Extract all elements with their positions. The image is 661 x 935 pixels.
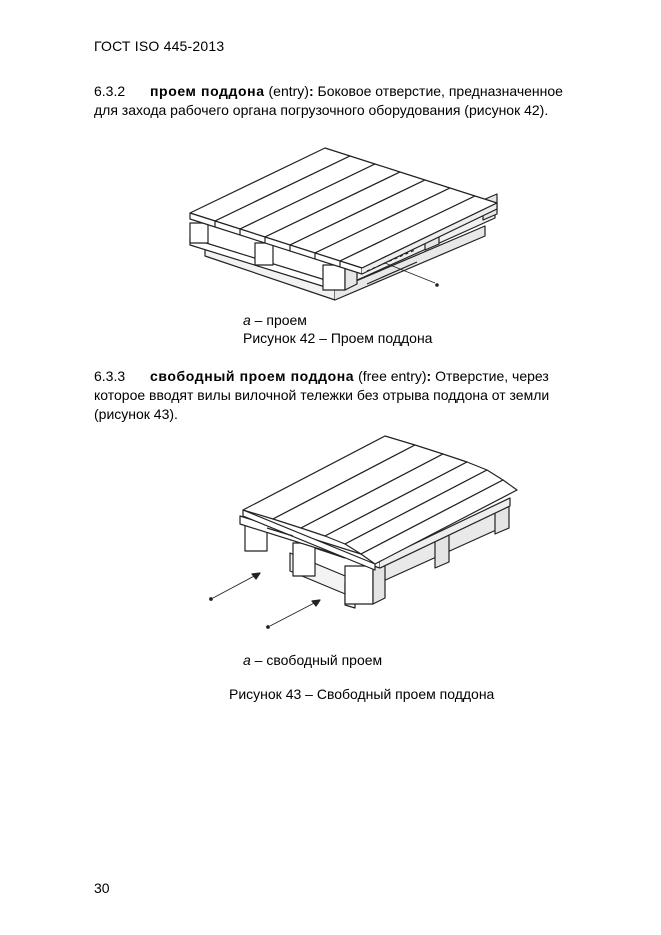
section-number: 6.3.2	[94, 83, 126, 99]
figure-43-caption: Рисунок 43 – Свободный проем поддона	[229, 686, 495, 702]
term-entry: проем поддона	[150, 83, 265, 99]
legend-text: – проем	[250, 312, 307, 328]
section-6-3-2	[94, 82, 614, 120]
legend-letter: а	[243, 312, 251, 328]
term-english: (entry)	[268, 83, 309, 99]
section-6-3-3-line3: (рисунок 43).	[94, 406, 178, 422]
section-6-3-2-line2: для захода рабочего органа погрузочного оборудования (рисунок 42).	[94, 102, 549, 118]
page-number: 30	[94, 880, 110, 896]
figure-42-legend	[243, 312, 307, 328]
section-6-3-2-line1	[94, 82, 614, 101]
legend-letter: а	[243, 652, 251, 668]
term-english: (free entry)	[358, 368, 427, 384]
document-header: ГОСТ ISO 445-2013	[94, 38, 225, 54]
definition-part1: Боковое отверстие, предназначенное	[313, 83, 563, 99]
term-colon: :	[308, 83, 314, 99]
section-6-3-3-line2: которое вводят вилы вилочной тележки без отрыва поддона от земли	[94, 387, 550, 403]
term-colon: :	[426, 368, 432, 384]
section-number: 6.3.3	[94, 368, 126, 384]
figure-42-caption: Рисунок 42 – Проем поддона	[243, 330, 433, 346]
figure-43-pallet-drawing	[205, 428, 525, 633]
definition-part1: Отверстие, через	[431, 368, 549, 384]
section-6-3-3-line1	[94, 367, 614, 386]
figure-43-legend	[243, 652, 382, 668]
term-free-entry: свободный проем поддона	[150, 368, 355, 384]
figure-42-pallet-drawing	[185, 138, 515, 308]
section-6-3-3	[94, 367, 614, 424]
legend-text: – свободный проем	[250, 652, 383, 668]
